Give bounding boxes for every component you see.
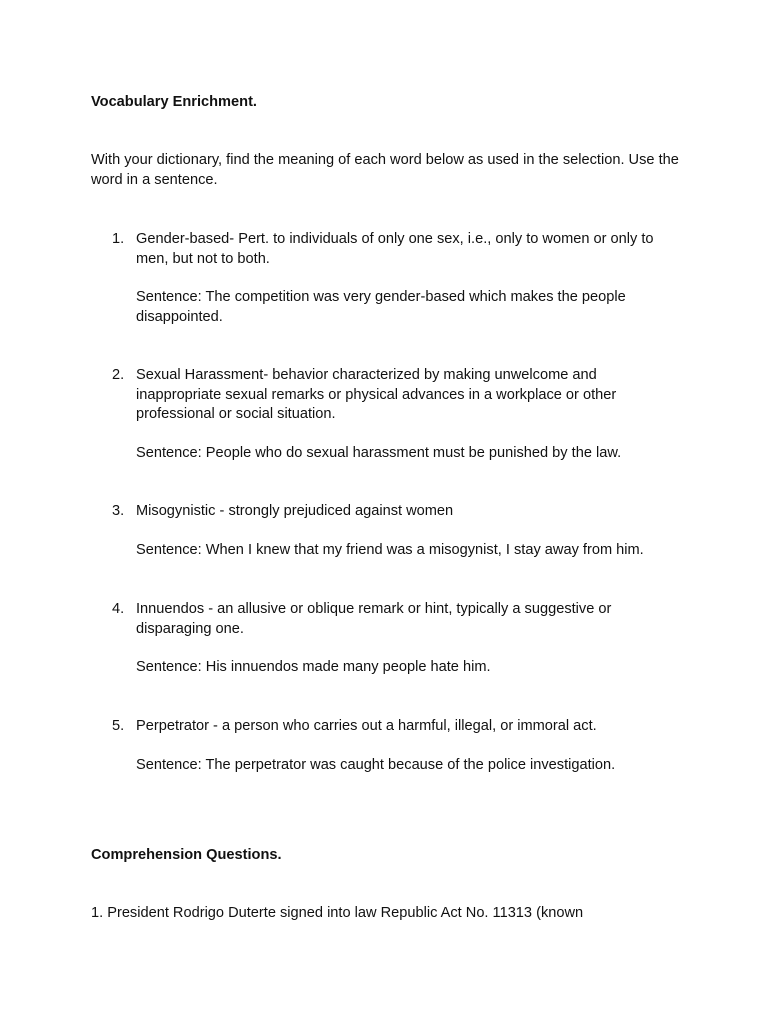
vocabulary-item-5 <box>112 717 682 775</box>
comprehension-heading: Comprehension Questions. <box>91 847 282 863</box>
item-number: 1. <box>112 231 125 247</box>
item-number: 4. <box>112 601 125 617</box>
vocabulary-heading: Vocabulary Enrichment. <box>91 94 257 110</box>
item-number: 3. <box>112 503 125 519</box>
item-definition: Sexual Harassment- behavior characterized by making unwelcome and inappropriate sexual remarks or physical advances in a workplace or other professional or social situation. <box>136 367 617 422</box>
item-definition: Perpetrator - a person who carries out a harmful, illegal, or immoral act. <box>136 718 597 734</box>
item-number: 2. <box>112 367 125 383</box>
item-definition: Misogynistic - strongly prejudiced against women <box>136 503 454 519</box>
vocabulary-item-2 <box>112 366 682 463</box>
item-sentence: Sentence: When I knew that my friend was a misogynist, I stay away from him. <box>136 541 644 558</box>
vocabulary-item-4 <box>112 600 682 678</box>
item-sentence: Sentence: The competition was very gender-based which makes the people disappointed. <box>136 289 626 325</box>
vocabulary-item-3 <box>112 502 682 560</box>
comprehension-question-1: 1. President Rodrigo Duterte signed into law Republic Act No. 11313 (known <box>91 905 584 921</box>
item-number: 5. <box>112 718 125 734</box>
vocabulary-instructions: With your dictionary, find the meaning of each word below as used in the selection. Use the word in a sentence. <box>91 152 679 188</box>
item-sentence: Sentence: People who do sexual harassment must be punished by the law. <box>136 444 622 461</box>
item-definition: Innuendos - an allusive or oblique remark or hint, typically a suggestive or disparaging one. <box>136 601 612 637</box>
vocabulary-item-1 <box>112 230 682 327</box>
item-sentence: Sentence: His innuendos made many people hate him. <box>136 659 491 675</box>
item-definition: Gender-based- Pert. to individuals of only one sex, i.e., only to women or only to men, but not to both. <box>136 231 654 267</box>
item-sentence: Sentence: The perpetrator was caught because of the police investigation. <box>136 756 616 773</box>
